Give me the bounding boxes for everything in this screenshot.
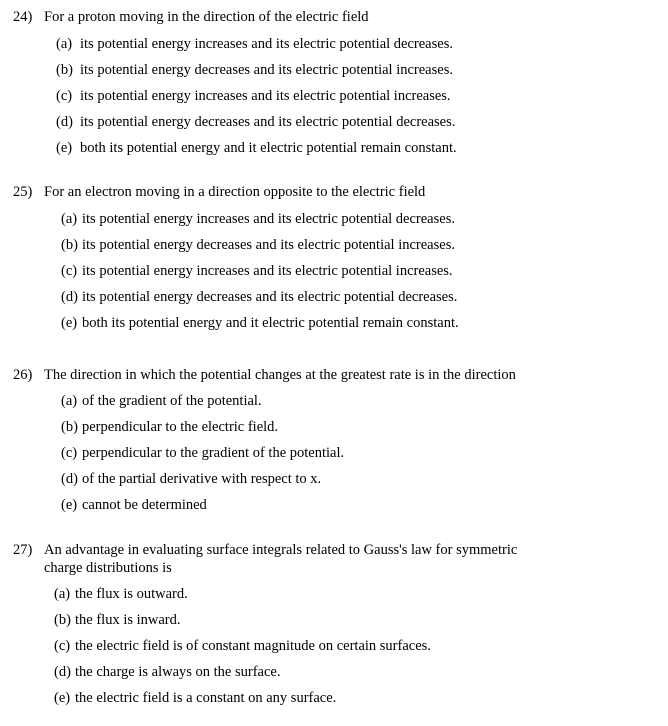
option-letter: (a): [54, 586, 71, 602]
option-text: both its potential energy and it electric potential remain constant.: [82, 315, 459, 331]
option-text: its potential energy increases and its electric potential decreases.: [82, 211, 455, 227]
option-a: [54, 586, 188, 603]
option-text: its potential energy increases and its electric potential increases.: [82, 263, 453, 279]
option-letter: (d): [61, 289, 78, 305]
option-a: [61, 393, 262, 410]
option-text: the electric field is of constant magnitude on certain surfaces.: [75, 638, 431, 654]
option-text: both its potential energy and it electric potential remain constant.: [80, 140, 457, 156]
option-b: [54, 612, 181, 629]
option-c: [54, 638, 431, 655]
option-c: [61, 263, 453, 280]
question-text-continued: charge distributions is: [44, 560, 172, 576]
option-letter: (b): [61, 237, 78, 253]
option-text: its potential energy decreases and its electric potential increases.: [80, 62, 453, 78]
option-d: [61, 471, 321, 488]
question-text: An advantage in evaluating surface integrals related to Gauss's law for symmetric: [44, 542, 518, 558]
option-text: its potential energy increases and its electric potential decreases.: [80, 36, 453, 52]
option-text: of the partial derivative with respect to x.: [82, 471, 322, 487]
option-letter: (e): [56, 140, 73, 156]
option-text: its potential energy increases and its electric potential increases.: [80, 88, 451, 104]
option-letter: (e): [61, 315, 78, 331]
option-letter: (d): [56, 114, 73, 130]
option-b: [61, 237, 455, 254]
option-e: [56, 140, 457, 157]
option-c: [61, 445, 344, 462]
option-a: [61, 211, 455, 228]
option-e: [54, 690, 336, 707]
option-text: the electric field is a constant on any surface.: [75, 690, 337, 706]
question-stem: [13, 184, 425, 201]
option-letter: (c): [54, 638, 71, 654]
option-letter: (b): [54, 612, 71, 628]
option-letter: (a): [56, 36, 73, 52]
option-letter: (b): [61, 419, 78, 435]
question-number: 26): [13, 367, 33, 383]
option-c: [56, 88, 451, 105]
option-text: cannot be determined: [82, 497, 207, 513]
option-text: the flux is inward.: [75, 612, 181, 628]
option-text: the charge is always on the surface.: [75, 664, 281, 680]
option-text: perpendicular to the electric field.: [82, 419, 279, 435]
option-letter: (c): [61, 445, 78, 461]
question-stem: [13, 9, 369, 26]
question-text: For an electron moving in a direction opposite to the electric field: [44, 184, 426, 200]
option-a: [56, 36, 453, 53]
option-letter: (e): [54, 690, 71, 706]
option-letter: (d): [61, 471, 78, 487]
option-e: [61, 315, 459, 332]
option-letter: (c): [61, 263, 78, 279]
option-letter: (b): [56, 62, 73, 78]
option-letter: (d): [54, 664, 71, 680]
question-text: The direction in which the potential changes at the greatest rate is in the direction: [44, 367, 516, 383]
option-text: its potential energy decreases and its electric potential increases.: [82, 237, 455, 253]
option-d: [61, 289, 457, 306]
option-d: [54, 664, 280, 681]
option-text: the flux is outward.: [75, 586, 188, 602]
option-letter: (e): [61, 497, 78, 513]
option-text: its potential energy decreases and its electric potential decreases.: [80, 114, 456, 130]
option-text: perpendicular to the gradient of the potential.: [82, 445, 345, 461]
question-number: 24): [13, 9, 33, 25]
question-stem: [13, 542, 517, 559]
option-d: [56, 114, 455, 131]
question-number: 25): [13, 184, 33, 200]
option-b: [61, 419, 278, 436]
question-text: For a proton moving in the direction of the electric field: [44, 9, 369, 25]
question-stem: [13, 367, 516, 384]
option-text: its potential energy decreases and its electric potential decreases.: [82, 289, 458, 305]
option-text: of the gradient of the potential.: [82, 393, 262, 409]
option-letter: (a): [61, 211, 78, 227]
option-letter: (c): [56, 88, 73, 104]
option-e: [61, 497, 207, 514]
option-letter: (a): [61, 393, 78, 409]
question-number: 27): [13, 542, 33, 558]
option-b: [56, 62, 453, 79]
